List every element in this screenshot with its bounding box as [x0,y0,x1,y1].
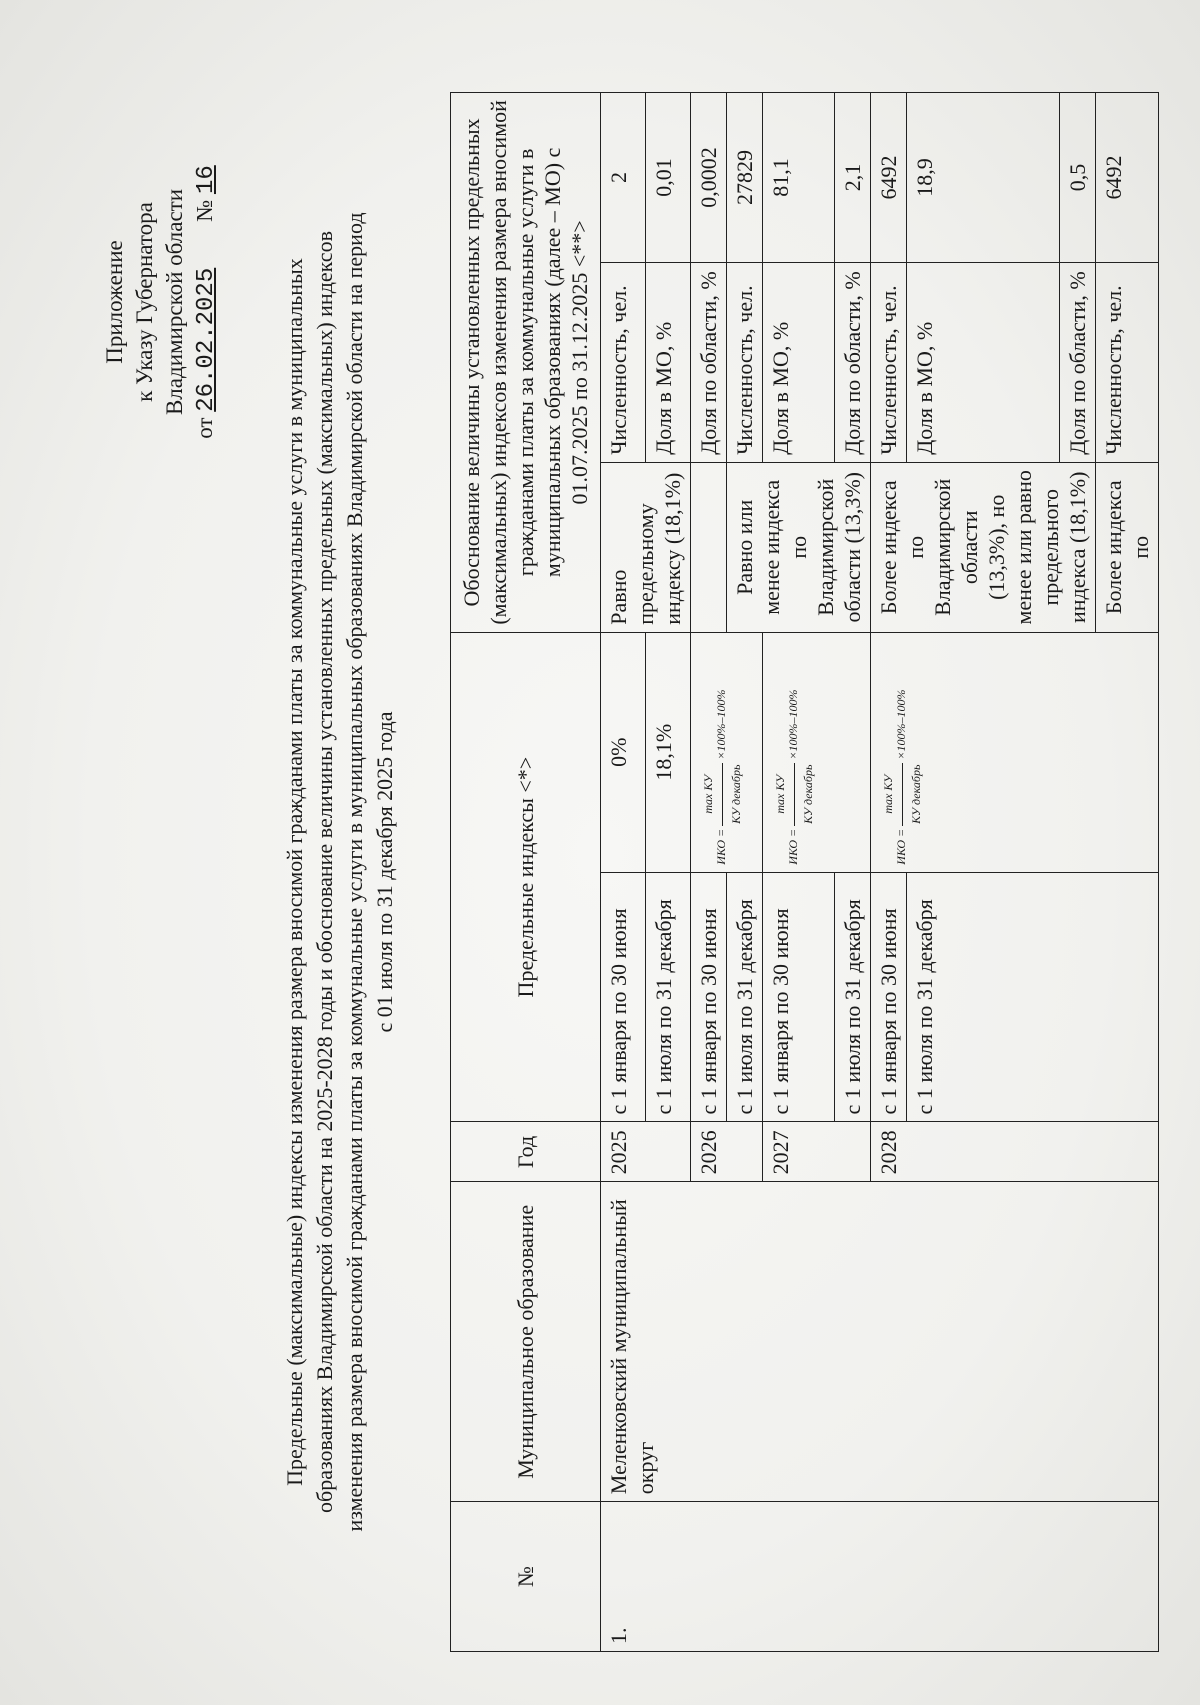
metric-label: Доля по области, % [835,262,871,462]
appendix-header [100,92,222,512]
metric-value: 0,5 [1060,93,1096,263]
period-2027-second: с 1 июля по 31 декабря [835,872,871,1122]
period-2027-first: с 1 января по 30 июня [763,872,835,1122]
year-2028: 2028 [871,1122,1159,1182]
metric-label: Доля по области, % [691,262,727,462]
metric-value: 27829 [727,93,763,263]
header-municipality: Муниципальное образование [451,1182,601,1502]
header-indexes: Предельные индексы <*> [451,632,601,1122]
decree-number: 16 [193,165,220,195]
period-2026-first: с 1 января по 30 июня [691,872,727,1122]
date-number-line: от 26.02.2025 № 16 [192,165,220,439]
municipality-name: Меленковский муниципальный округ [601,1182,1159,1502]
metric-value: 6492 [871,93,907,263]
metric-label: Доля в МО, % [907,262,1060,462]
metric-value: 6492 [1096,93,1159,263]
decree-reference: к Указу Губернатора [132,202,157,402]
metric-value: 0,01 [646,93,691,263]
indexes-table [450,92,1159,1652]
metric-value: 18,9 [907,93,1060,263]
period-2025-first: с 1 января по 30 июня [601,872,646,1122]
index-2025-first: 0% [601,632,646,872]
document-title: Предельные (максимальные) индексы изменения размера вносимой гражданами платы за коммунальные услуги в муниципальных образованиях Владимирской области на 2025-2028 годы и обоснование величины установленных предельных (максимальных) индексов изменения размера вносимой гражданами платы за коммунальные услуги в муниципальных образованиях Владимирской области на период с 01 июля по 31 декабря 2025 года [282,212,397,1532]
metric-label: Доля в МО, % [763,262,835,462]
group-above: Более индекса по [1096,462,1159,632]
group-equal-limit: Равно предельному индексу (18,1%) [601,462,691,632]
row-number: 1. [601,1502,1159,1652]
table-row [601,93,646,1652]
metric-value: 81,1 [763,93,835,263]
metric-label: Доля по области, % [1060,262,1096,462]
table-header-row [451,93,601,1652]
period-2025-second: с 1 июля по 31 декабря [646,872,691,1122]
empty-cell [691,462,727,632]
header-year: Год [451,1122,601,1182]
metric-value: 2,1 [835,93,871,263]
group-below-region: Равно или менее индекса по Владимирской области (13,3%) [727,462,871,632]
year-2027: 2027 [763,1122,871,1182]
decree-date: 26.02.2025 [193,267,220,412]
header-justification: Обоснование величины установленных предельных (максимальных) индексов изменения размера вносимой гражданами платы за коммунальные услуги в муниципальных образованиях (далее – МО) с 01.07.2025 по 31.12.2025 <**> [451,93,601,633]
formula-2027: ИКО = max КУ КУ декабрь ×100%–100% [763,632,871,872]
metric-label: Численность, чел. [727,262,763,462]
metric-label: Доля в МО, % [646,262,691,462]
header-num: № [451,1502,601,1652]
metric-value: 2 [601,93,646,263]
metric-label: Численность, чел. [871,262,907,462]
year-2025: 2025 [601,1122,691,1182]
period-2028-first: с 1 января по 30 июня [871,872,907,1122]
year-2026: 2026 [691,1122,763,1182]
region-name: Владимирской области [162,188,187,416]
metric-value: 0,0002 [691,93,727,263]
metric-label: Численность, чел. [601,262,646,462]
formula-2028: ИКО = max КУ КУ декабрь ×100%–100% [871,632,1159,872]
appendix-label: Приложение [102,240,127,364]
metric-label: Численность, чел. [1096,262,1159,462]
index-2025-second: 18,1% [646,632,691,872]
formula-2026: ИКО = max КУ КУ декабрь ×100%–100% [691,632,763,872]
rotated-content [100,92,1153,1652]
group-between: Более индекса по Владимирской области (13,3%), но менее или равно предельного индекса (18,1%) [871,462,1096,632]
period-2026-second: с 1 июля по 31 декабря [727,872,763,1122]
period-2028-second: с 1 июля по 31 декабря [907,872,1159,1122]
